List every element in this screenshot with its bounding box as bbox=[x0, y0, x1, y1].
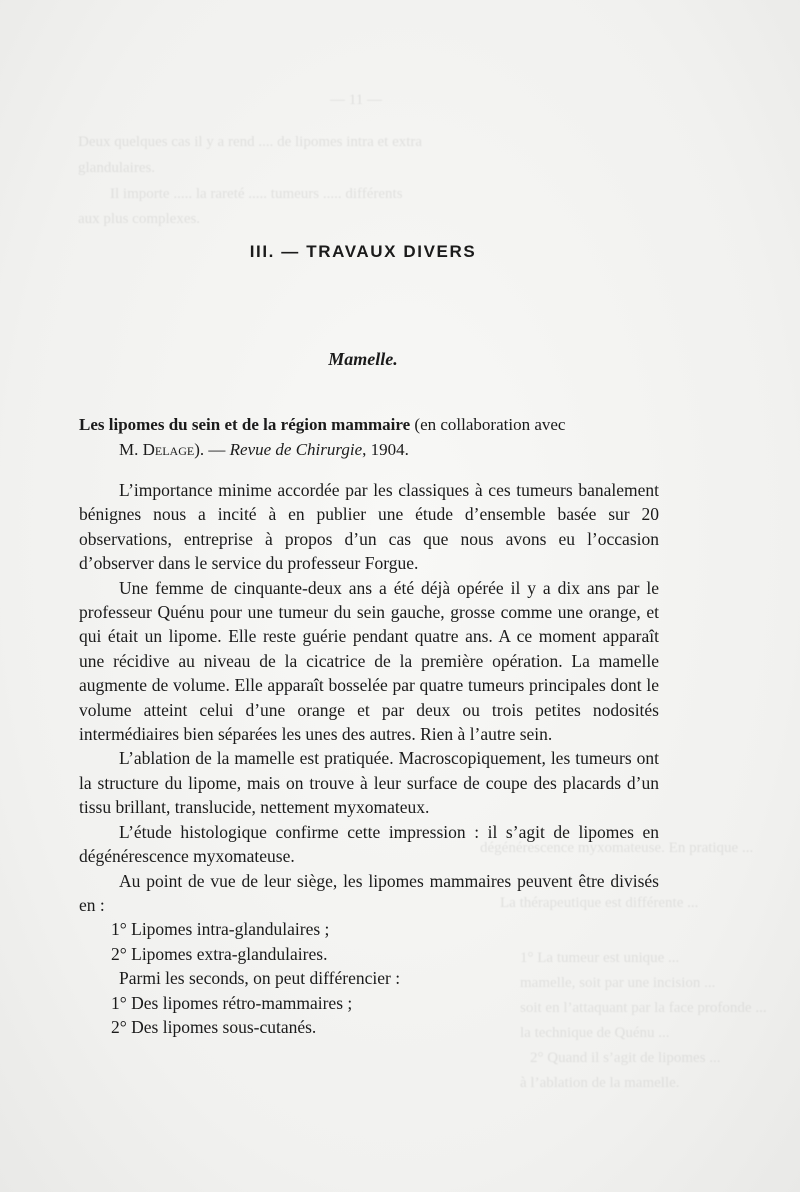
paragraph: L’ablation de la mamelle est pratiquée. Macroscopiquement, les tumeurs ont la structure du lipome, mais on trouve à leur surface de coupe des placards d’un tissu brillant, translucide, nettement myxomateux. bbox=[79, 748, 659, 818]
collaboration-note: (en collaboration avec bbox=[414, 415, 566, 434]
show-through-line: la technique de Quénu ... bbox=[520, 1025, 670, 1041]
section-title: III. — TRAVAUX DIVERS bbox=[249, 242, 477, 261]
show-through-line: 2° Quand il s’agit de lipomes ... bbox=[530, 1050, 721, 1066]
publication-year: , 1904. bbox=[362, 440, 409, 459]
show-through-line: Il importe ..... la rareté ..... tumeurs ..... différents bbox=[110, 186, 403, 202]
journal-name: Revue de Chirurgie bbox=[229, 440, 363, 459]
article-title: Les lipomes du sein et de la région mammaire bbox=[79, 415, 411, 434]
show-through-line: à l’ablation de la mamelle. bbox=[520, 1075, 680, 1091]
paragraph: Au point de vue de leur siège, les lipomes mammaires peuvent être divisés en : bbox=[79, 870, 659, 915]
show-through-line: dégénérescence myxomateuse. En pratique ... bbox=[480, 840, 754, 856]
show-through-line: aux plus complexes. bbox=[78, 211, 201, 227]
show-through-page-number: — 11 — bbox=[330, 92, 382, 108]
list-item: 1° Lipomes intra-glandulaires ; bbox=[111, 919, 330, 940]
show-through-line: Deux quelques cas il y a rend .... de lipomes intra et extra bbox=[78, 134, 423, 150]
list-item: 1° Des lipomes rétro-mammaires ; bbox=[111, 992, 353, 1013]
show-through-line: La thérapeutique est différente ... bbox=[500, 895, 699, 911]
show-through-line: 1° La tumeur est unique ... bbox=[520, 950, 680, 966]
coauthor-prefix: M. bbox=[119, 440, 139, 459]
subtitle: Mamelle. bbox=[328, 349, 398, 369]
list-item: 2° Des lipomes sous-cutanés. bbox=[111, 1016, 317, 1037]
bibliographic-reference bbox=[79, 412, 659, 462]
paragraph: Une femme de cinquante-deux ans a été déjà opérée il y a dix ans par le professeur Quénu pour une tumeur du sein gauche, grosse comme une orange, et qui était un lipome. Elle reste guérie pendant quatre ans. A ce moment apparaît une récidive au niveau de la cicatrice de la première opération. La mamelle augmente de volume. Elle apparaît bosselée par quatre tumeurs principales dont le volume atteint celui d’une orange et par deux ou trois petites nodosités intermédiaires bien séparées les unes des autres. Rien à l’autre sein. bbox=[79, 577, 659, 745]
list-item: 2° Lipomes extra-glandulaires. bbox=[111, 943, 328, 964]
show-through-line: glandulaires. bbox=[78, 160, 156, 176]
paragraph: L’importance minime accordée par les classiques à ces tumeurs banalement bénignes nous a incité à en publier une étude d’ensemble basée sur 20 observations, entreprise à propos d’un cas que nous avons eu l’occasion d’observer dans le service du professeur Forgue. bbox=[79, 480, 659, 574]
paragraph: L’étude histologique confirme cette impression : il s’agit de lipomes en dégénérescence myxomateuse. bbox=[79, 821, 659, 867]
reference-separator: ). — bbox=[194, 440, 226, 459]
paragraph: Parmi les seconds, on peut différencier : bbox=[119, 968, 401, 989]
body-text bbox=[79, 478, 659, 1039]
coauthor-name: Delage bbox=[142, 440, 195, 459]
show-through-line: soit en l’attaquant par la face profonde ... bbox=[520, 1000, 767, 1016]
show-through-line: mamelle, soit par une incision ... bbox=[520, 975, 716, 991]
